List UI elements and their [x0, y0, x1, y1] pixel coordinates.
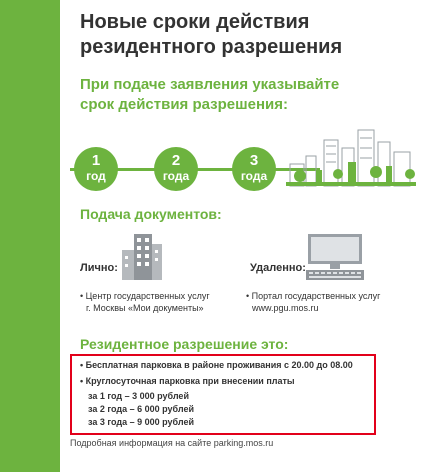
term-1-year [74, 147, 118, 191]
green-side-bar [0, 0, 60, 472]
term-unit: года [240, 169, 268, 183]
personal-label: Лично: [80, 262, 118, 274]
term-unit: года [162, 169, 190, 183]
price-tier-1-year: за 1 год – 3 000 рублей [88, 391, 189, 401]
personal-note-line-2: г. Москвы «Мои документы» [86, 303, 204, 313]
remote-note-line-2: www.pgu.mos.ru [252, 303, 319, 313]
term-number: 2 [171, 152, 181, 169]
personal-note-line-1: • Центр государственных услуг [80, 291, 210, 301]
footer-note: Подробная информация на сайте parking.mos.ru [70, 438, 274, 448]
benefit-free-night-parking: • Бесплатная парковка в районе проживания с 20.00 до 08.00 [80, 360, 353, 370]
price-tier-2-years: за 2 года – 6 000 рублей [88, 404, 194, 414]
info-page [60, 0, 427, 472]
remote-note-line-1: • Портал государственных услуг [246, 291, 381, 301]
title-line-2: резидентного разрешения [80, 36, 343, 58]
permit-heading: Резидентное разрешение это: [80, 336, 289, 352]
office-building-icon [120, 230, 164, 280]
term-unit: год [86, 169, 106, 183]
title-line-1: Новые сроки действия [80, 11, 310, 33]
subtitle [80, 75, 420, 115]
permit-benefits-box [70, 354, 376, 435]
personal-note [80, 290, 240, 314]
term-number: 1 [91, 152, 101, 169]
city-skyline-icon [286, 122, 416, 188]
term-2-years [154, 147, 198, 191]
remote-label: Удаленно: [250, 262, 306, 274]
page-title [80, 10, 420, 60]
term-number: 3 [249, 152, 259, 169]
price-tier-3-years: за 3 года – 9 000 рублей [88, 417, 194, 427]
subtitle-line-1: При подаче заявления указывайте [80, 76, 340, 93]
computer-monitor-icon [306, 234, 364, 280]
docs-heading: Подача документов: [80, 206, 222, 222]
remote-note [246, 290, 416, 314]
benefit-paid-round-clock: • Круглосуточная парковка при внесении платы [80, 376, 295, 386]
subtitle-line-2: срок действия разрешения: [80, 96, 289, 113]
term-3-years [232, 147, 276, 191]
